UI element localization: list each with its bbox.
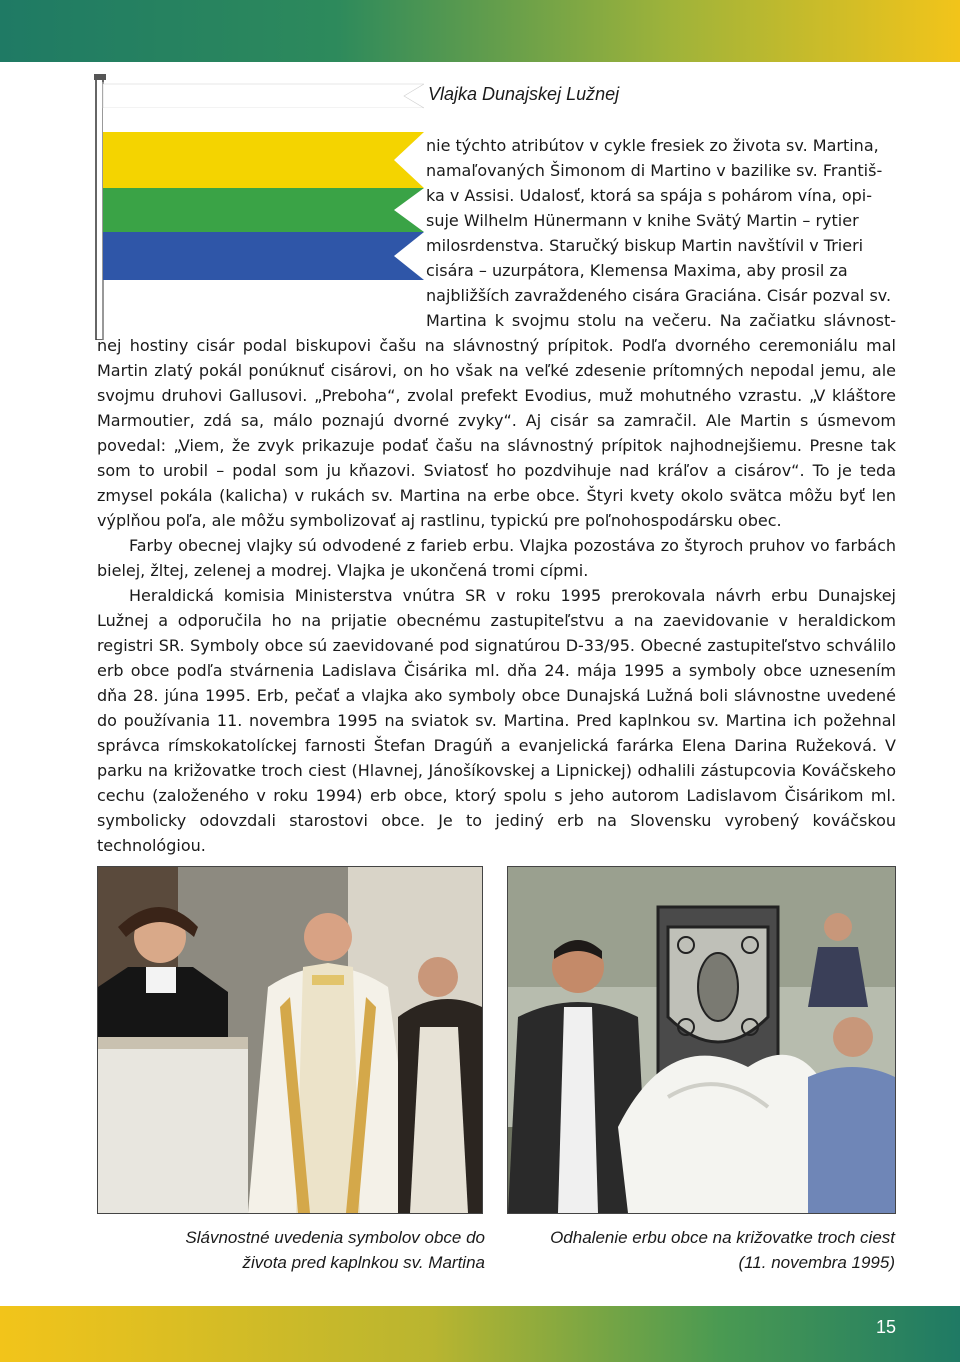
text-line: suje Wilhelm Hünermann v knihe Svätý Martin – rytier <box>426 211 859 230</box>
flag-stripe-green <box>103 108 424 132</box>
text-line: Martina k svojmu stolu na večeru. Na začiatku slávnost- <box>426 311 896 330</box>
paragraph-continuation: nej hostiny cisár podal biskupovi čašu na slávnostný prípitok. Podľa dvorného ceremoniálu mal Martin zlatý pokál ponúknuť cisárovi, on ho však na veľké zdesenie prítomných nepodal jemu, ale svojmu druhovi Gallusovi. „Preboha“, zvolal prefekt Evodius, muž mohutného vzrastu. „V kláštore Marmoutier, zdá sa, málo poznajú dvorné zvyky“. Aj cisár sa zamračil. Ale Martin s úsmevom povedal: „Viem, že zvyk prikazuje podať čašu na slávnostný prípitok najhodnejšiemu. Presne tak som to urobil – podal som ju kňazovi. Sviatosť ho pozdvihuje nad kráľov a cisárov“. To je teda zmysel pokála (kalicha) v rukách sv. Martina na erbe obce. Štyri kvety okolo svätca môžu byť len výplňou poľa, ale môžu symbolizovať aj rastlinu, typickú pre poľnohospodársku obec. <box>97 336 896 530</box>
flag-stripe-white <box>103 84 424 108</box>
text-line: nie týchto atribútov v cykle fresiek zo života sv. Martina, <box>426 136 879 155</box>
flag-stripe-green-main <box>103 188 424 232</box>
flag-illustration <box>94 74 424 340</box>
text-line: milosrdenstva. Staručký biskup Martin navštívil v Trieri <box>426 236 864 255</box>
photo-caption-left <box>97 1225 485 1275</box>
top-color-band <box>0 0 960 62</box>
text-line: namaľovaných Šimonom di Martino v bazilike sv. Františ- <box>426 161 883 180</box>
flag-stripe-blue <box>103 232 424 280</box>
photo-caption-right <box>507 1225 895 1275</box>
caption-line: Slávnostné uvedenia symbolov obce do <box>185 1228 485 1247</box>
caption-line: Odhalenie erbu obce na križovatke troch ciest <box>550 1228 895 1247</box>
text-line: cisára – uzurpátora, Klemensa Maxima, aby prosil za <box>426 261 848 280</box>
photo-ceremony-chapel <box>97 866 483 1214</box>
caption-line: života pred kaplnkou sv. Martina <box>242 1253 485 1272</box>
text-line: ka v Assisi. Udalosť, ktorá sa spája s pohárom vína, opi- <box>426 186 872 205</box>
body-text <box>97 333 896 858</box>
flag-caption: Vlajka Dunajskej Lužnej <box>428 84 620 104</box>
caption-line: (11. novembra 1995) <box>738 1253 895 1272</box>
text-line: najbližších zavraždeného cisára Graciána. Cisár pozval sv. <box>426 286 892 305</box>
flag-pole <box>96 78 103 340</box>
paragraph-heraldic-commission: Heraldická komisia Ministerstva vnútra SR v roku 1995 prerokovala návrh erbu Dunajskej Lužnej a odporučila ho na prijatie obecnému zastupiteľstvu a na zaevidovanie v heraldickom registri SR. Symboly obce sú zaevidované pod signatúrou D-33/95. Obecné zastupiteľstvo schválilo erb obce podľa stvárnenia Ladislava Čisárika ml. dňa 24. mája 1995 a symboly obce uznesením dňa 28. júna 1995. Erb, pečať a vlajka ako symboly obce Dunajská Lužná boli slávnostne uvedené do používania 11. novembra 1995 na sviatok sv. Martina. Pred kaplnkou sv. Martina ich požehnal správca rímskokatolíckej farnosti Štefan Dragúň a evanjelická farárka Elena Darina Ružeková. V parku na križovatke troch ciest (Hlavnej, Jánošíkovskej a Lipnickej) odhalili zástupcovia Kováčskeho cechu (založeného v roku 1994) erb obce, ktorý spolu s jeho autorom Ladislavom Čisárikom ml. symbolicky odovzdali starostovi obce. Je to jediný erb na Slovensku vyrobený kováčskou technológiou. <box>97 586 896 855</box>
text-column-beside-flag <box>426 133 896 333</box>
paragraph-flag-colors: Farby obecnej vlajky sú odvodené z farieb erbu. Vlajka pozostáva zo štyroch pruhov vo farbách bielej, žltej, zelenej a modrej. Vlajka je ukončená tromi cípmi. <box>97 536 896 580</box>
page-number: 15 <box>875 1317 896 1337</box>
photo-coat-of-arms-unveiling <box>507 866 896 1214</box>
flag-stripe-yellow <box>103 132 424 188</box>
flag-pole-top <box>94 74 106 80</box>
bottom-color-band <box>0 1306 960 1362</box>
